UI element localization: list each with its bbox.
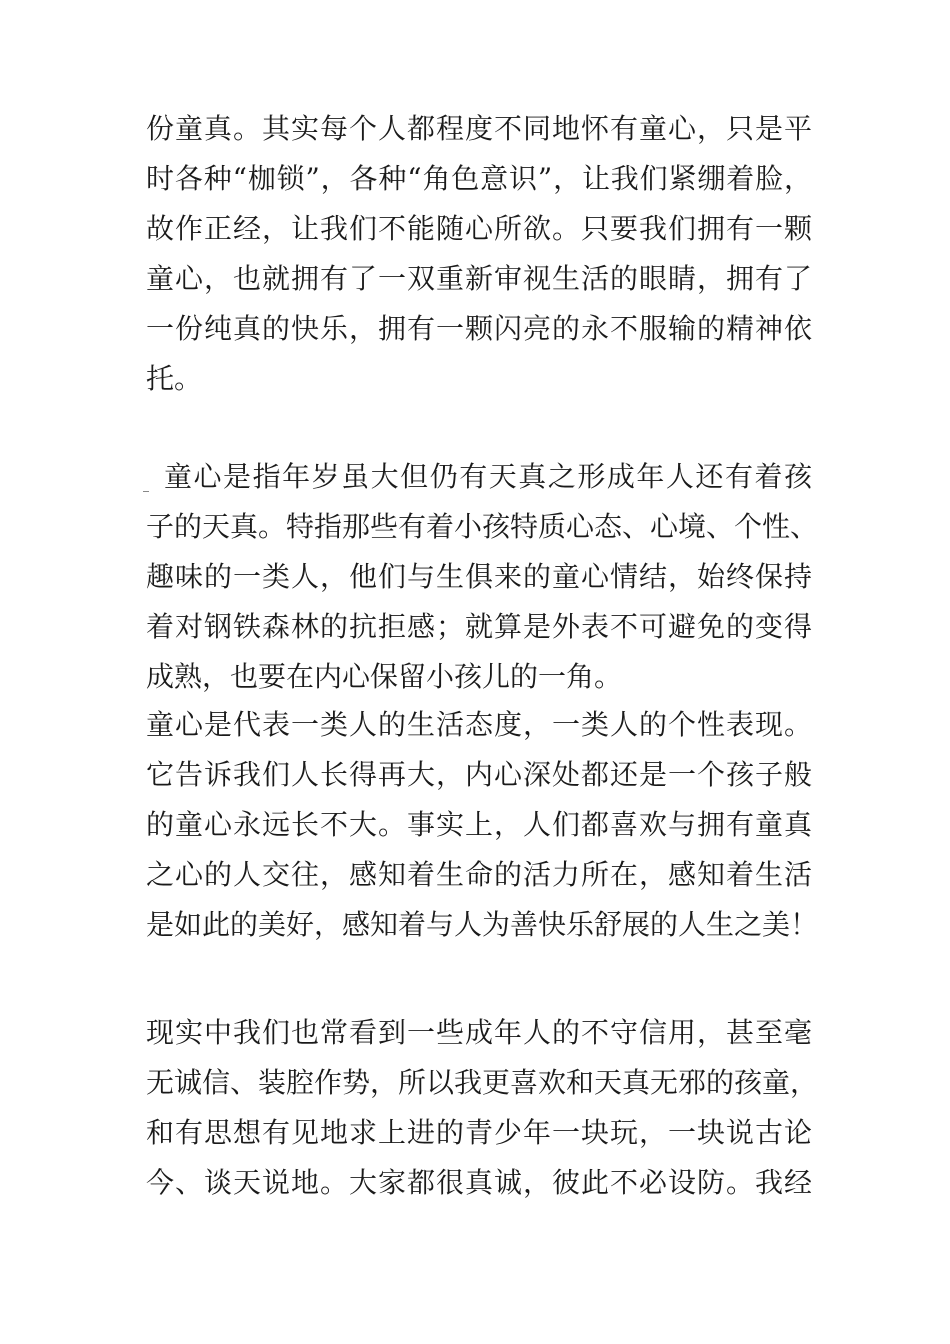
text-line: 现实中我们也常看到一些成年人的不守信用，甚至毫 — [146, 1016, 812, 1049]
text-line: 它告诉我们人长得再大，内心深处都还是一个孩子般 — [146, 758, 812, 791]
text-line: 和有思想有见地求上进的青少年一块玩，一块说古论 — [146, 1116, 812, 1149]
text-line: 着对钢铁森林的抗拒感；就算是外表不可避免的变得 — [146, 610, 812, 643]
text-line: 故作正经，让我们不能随心所欲。只要我们拥有一颗 — [146, 212, 812, 245]
paragraph-2 — [146, 452, 819, 702]
text-line: 童心是代表一类人的生活态度，一类人的个性表现。 — [146, 708, 812, 741]
text-line: 童心，也就拥有了一双重新审视生活的眼睛，拥有了 — [146, 262, 812, 295]
text-line: 童心是指年岁虽大但仍有天真之形成年人还有着孩 — [164, 460, 812, 493]
text-line: 份童真。其实每个人都程度不同地怀有童心，只是平 — [146, 112, 812, 145]
text-line: 托。 — [146, 362, 203, 395]
paragraph-1 — [146, 104, 812, 404]
text-line: 之心的人交往，感知着生命的活力所在，感知着生活 — [146, 858, 812, 891]
text-line: 时各种“枷锁”，各种“角色意识”，让我们紧绷着脸， — [146, 162, 812, 195]
text-line: 趣味的一类人，他们与生俱来的童心情结，始终保持 — [146, 560, 812, 593]
paragraph-4 — [146, 1008, 819, 1208]
text-line: 的童心永远长不大。事实上，人们都喜欢与拥有童真 — [146, 808, 812, 841]
text-line: 是如此的美好，感知着与人为善快乐舒展的人生之美！ — [146, 908, 819, 941]
text-line: 一份纯真的快乐，拥有一颗闪亮的永不服输的精神依 — [146, 312, 812, 345]
paragraph-3 — [146, 700, 819, 950]
text-line: 无诚信、装腔作势，所以我更喜欢和天真无邪的孩童， — [146, 1066, 819, 1099]
text-line: 今、谈天说地。大家都很真诚，彼此不必设防。我经 — [146, 1166, 812, 1199]
text-line: 成熟，也要在内心保留小孩儿的一角。 — [146, 660, 623, 693]
text-line: 子的天真。特指那些有着小孩特质心态、心境、个性、 — [146, 510, 819, 543]
